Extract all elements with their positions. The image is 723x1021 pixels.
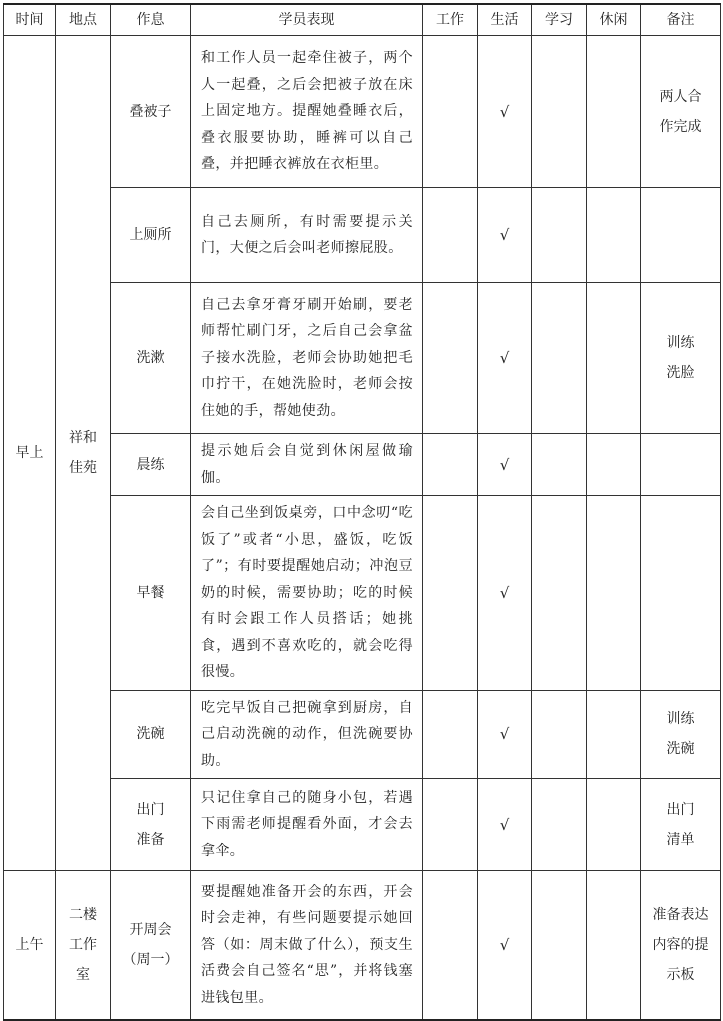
time-cell: 上午 (4, 871, 56, 1020)
study-cell (532, 871, 587, 1020)
work-cell (423, 690, 478, 779)
work-cell (423, 36, 478, 188)
header-row (4, 4, 721, 36)
study-cell (532, 779, 587, 871)
description-cell: 自己去厕所，有时需要提示关门，大便之后会叫老师擦屁股。 (191, 188, 423, 283)
activity-cell: 早餐 (111, 496, 191, 691)
activity-cell: 晨练 (111, 434, 191, 496)
activity-cell: 洗碗 (111, 690, 191, 779)
table-row (4, 779, 721, 871)
leisure-cell (587, 188, 641, 283)
table-row (4, 188, 721, 283)
description-cell: 只记住拿自己的随身小包，若遇下雨需老师提醒看外面，才会去拿伞。 (191, 779, 423, 871)
work-cell (423, 283, 478, 434)
activity-cell: 上厕所 (111, 188, 191, 283)
table-row (4, 496, 721, 691)
table-row (4, 690, 721, 779)
study-cell (532, 434, 587, 496)
schedule-table-container (3, 3, 721, 1021)
note-cell: 训练洗碗 (641, 690, 721, 779)
activity-cell: 洗漱 (111, 283, 191, 434)
header-place: 地点 (56, 4, 111, 36)
schedule-table (3, 3, 721, 1021)
leisure-cell (587, 871, 641, 1020)
header-note: 备注 (641, 4, 721, 36)
work-cell (423, 779, 478, 871)
table-row (4, 283, 721, 434)
life-check-mark: √ (478, 36, 532, 188)
note-cell: 出门清单 (641, 779, 721, 871)
description-cell: 自己去拿牙膏牙刷开始刷，要老师帮忙刷门牙，之后自己会拿盆子接水洗脸，老师会协助她把毛巾拧干，在她洗脸时，老师会按住她的手，帮她使劲。 (191, 283, 423, 434)
leisure-cell (587, 36, 641, 188)
place-cell: 祥和佳苑 (56, 36, 111, 871)
leisure-cell (587, 496, 641, 691)
study-cell (532, 36, 587, 188)
table-row (4, 36, 721, 188)
work-cell (423, 871, 478, 1020)
header-life: 生活 (478, 4, 532, 36)
work-cell (423, 434, 478, 496)
note-cell (641, 188, 721, 283)
table-row (4, 871, 721, 1020)
life-check-mark: √ (478, 188, 532, 283)
activity-cell: 开周会（周一） (111, 871, 191, 1020)
life-check-mark: √ (478, 690, 532, 779)
leisure-cell (587, 434, 641, 496)
life-check-mark: √ (478, 779, 532, 871)
header-leisure: 休闲 (587, 4, 641, 36)
work-cell (423, 496, 478, 691)
work-cell (423, 188, 478, 283)
description-cell: 吃完早饭自己把碗拿到厨房，自己启动洗碗的动作，但洗碗要协助。 (191, 690, 423, 779)
leisure-cell (587, 690, 641, 779)
note-cell: 准备表达内容的提示板 (641, 871, 721, 1020)
leisure-cell (587, 779, 641, 871)
header-activity: 作息 (111, 4, 191, 36)
note-cell (641, 434, 721, 496)
life-check-mark: √ (478, 283, 532, 434)
place-cell: 二楼工作室 (56, 871, 111, 1020)
header-performance: 学员表现 (191, 4, 423, 36)
description-cell: 和工作人员一起牵住被子，两个人一起叠，之后会把被子放在床上固定地方。提醒她叠睡衣后，叠衣服要协助，睡裤可以自己叠，并把睡衣裤放在衣柜里。 (191, 36, 423, 188)
header-time: 时间 (4, 4, 56, 36)
study-cell (532, 690, 587, 779)
study-cell (532, 496, 587, 691)
life-check-mark: √ (478, 871, 532, 1020)
header-study: 学习 (532, 4, 587, 36)
description-cell: 会自己坐到饭桌旁，口中念叨“吃饭了”或者“小思，盛饭，吃饭了”；有时要提醒她启动；冲泡豆奶的时候，需要协助；吃的时候有时会跟工作人员搭话；她挑食，遇到不喜欢吃的，就会吃得很慢。 (191, 496, 423, 691)
time-cell: 早上 (4, 36, 56, 871)
note-cell: 两人合作完成 (641, 36, 721, 188)
header-work: 工作 (423, 4, 478, 36)
description-cell: 要提醒她准备开会的东西，开会时会走神，有些问题要提示她回答（如：周末做了什么），预支生活费会自己签名“思”，并将钱塞进钱包里。 (191, 871, 423, 1020)
life-check-mark: √ (478, 496, 532, 691)
table-row (4, 434, 721, 496)
life-check-mark: √ (478, 434, 532, 496)
note-cell: 训练洗脸 (641, 283, 721, 434)
activity-cell: 叠被子 (111, 36, 191, 188)
activity-cell: 出门准备 (111, 779, 191, 871)
description-cell: 提示她后会自觉到休闲屋做瑜伽。 (191, 434, 423, 496)
note-cell (641, 496, 721, 691)
study-cell (532, 283, 587, 434)
leisure-cell (587, 283, 641, 434)
study-cell (532, 188, 587, 283)
